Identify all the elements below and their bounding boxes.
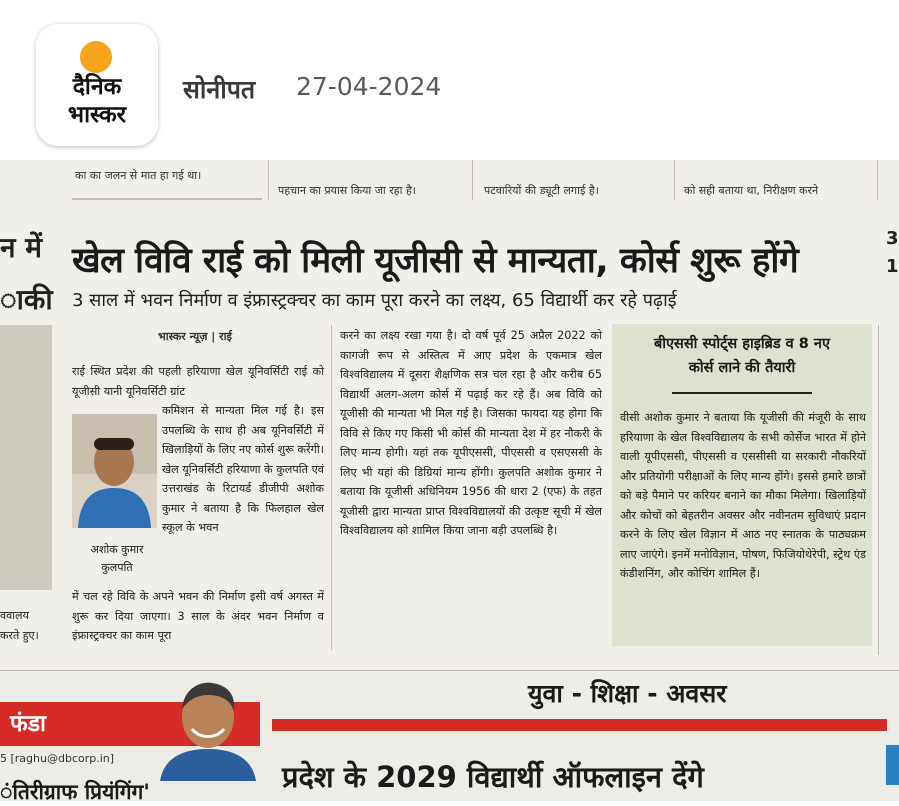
cut-heading: ाकी	[0, 283, 53, 316]
caption-name: अशोक कुमार	[90, 543, 144, 556]
author-email: 5 [raghu@dbcorp.in]	[0, 752, 115, 765]
top-snippet: का का जलन से मात हा गई था।	[75, 169, 202, 182]
cut-heading: 1	[886, 256, 899, 277]
logo-text-line1: दैनिक	[72, 74, 122, 100]
sidebar-box-title-line1: बीएससी स्पोर्ट्स हाइब्रिड व 8 नए	[654, 336, 830, 352]
divider	[268, 160, 269, 200]
cut-heading: न में	[0, 231, 43, 264]
cut-caption: ववालय	[0, 609, 29, 622]
red-rule	[272, 719, 887, 731]
article-column-1-end: में चल रहे विवि के अपने भवन की निर्माण इसी वर्ष अगस्त में शुरू कर दिया जाएगा। 3 साल के अंदर भवन निर्माण व इंफ्रास्ट्रक्चर का काम पूरा	[72, 590, 324, 642]
cut-caption: करते हुए।	[0, 629, 39, 642]
top-snippet: को सही बताया था, निरीक्षण करने	[684, 184, 819, 197]
article-column-1-intro: राई स्थित प्रदेश की पहली हरियाणा खेल यूनिवर्सिटी राई को यूजीसी यानी यूनिवर्सिटी ग्रांट	[72, 365, 324, 398]
divider	[331, 325, 332, 650]
bottom-left-headline: ंतिरीग्राफ प्रियंगिंग'	[0, 780, 150, 804]
portrait-photo	[72, 414, 157, 528]
article-column-2: करने का लक्ष्य रखा गया है। दो वर्ष पूर्व 25 अप्रैल 2022 को कागजी रूप से अस्तित्व में आए प्रदेश के एकमात्र खेल विश्वविद्यालय में दूसरा शैक्षणिक सत्र चल रहा है और करीब 65 विद्यार्थी अलग-अलग कोर्स में पढ़ाई कर रहे हैं। अब विवि को यूजीसी की मान्यता भी मिल गई है। जिसका फायदा यह होगा कि विवि से किए गए किसी भी कोर्स की मान्यता देश में हर नौकरी के लिए मान्य होगी। यहां तक यूपीएससी, पीएससी व एसएससी के लिए भी यहां की डिग्रियां मान्य होंगी। कुलपति अशोक कुमार ने बताया कि यूजीसी अधिनियम 1956 की धारा 2 (एफ) के तहत यूजीसी द्वारा मान्यता प्राप्त विश्वविद्यालयों की उत्कृष्ट सूची में खेल विश्वविद्यालय को शामिल किया जाना बड़ी उपलब्धि है।	[340, 329, 602, 537]
cut-blue-block	[886, 745, 899, 785]
divider	[472, 160, 473, 200]
divider	[878, 325, 879, 655]
sidebar-box-title-line2: कोर्स लाने की तैयारी	[688, 360, 796, 376]
sidebar-box-text: वीसी अशोक कुमार ने बताया कि यूजीसी की मंजूरी के साथ हरियाणा के खेल विश्वविद्यालय के सभी कोर्सेज भारत में होने वाली यूपीएससी, पीएससी व एससीसी या सरकारी नौकरियों और प्रतियोगी परीक्षाओं के लिए मान्य होंगे। इससे हमारे छात्रों को बड़े पैमाने पर करियर बनाने का मौका मिलेगा। खिलाड़ियों और कोचों को बेहतरीन अवसर और नवीनतम सुविधाएं प्रदान करने के लिए खेल विज्ञान में आठ नए स्नातक के पाठ्यक्रम लाए जाएंगे। इनमें मनोविज्ञान, पोषण, फिजियोथेरेपी, स्ट्रेथ एंड कंडीशनिंग, और कोचिंग शामिल हैं।	[620, 411, 866, 580]
divider	[877, 160, 878, 200]
section-title: युवा - शिक्षा - अवसर	[528, 679, 727, 708]
article-column-1-wrap: कमिशन से मान्यता मिल गई है। इस उपलब्धि के साथ ही अब यूनिवर्सिटी में खिलाड़ियों के लिए नए कोर्स शुरू करेंगी। खेल यूनिवर्सिटी हरियाणा के कुलपति एवं उत्तराखंड के रिटायर्ड डीजीपी अशोक कुमार ने बताया है कि फिलहाल खेल स्कूल के भवन	[162, 404, 324, 534]
article-headline: खेल विवि राई को मिली यूजीसी से मान्यता, कोर्स शुरू होंगे	[72, 241, 799, 281]
sun-icon	[80, 41, 112, 73]
columnist-photo	[156, 671, 258, 781]
column-tag-text: फंडा	[10, 711, 46, 737]
cut-photo	[0, 325, 52, 590]
top-snippet: पहचान का प्रयास किया जा रहा है।	[278, 184, 416, 197]
divider	[72, 198, 262, 200]
edition-date: 27-04-2024	[296, 72, 442, 101]
edition-city: सोनीपत	[183, 75, 256, 104]
photo-caption	[72, 541, 162, 577]
top-snippet: पटवारियों की ड्यूटी लगाई है।	[484, 184, 599, 197]
logo-text-line2: भास्कर	[67, 102, 127, 128]
divider	[674, 160, 675, 200]
dainik-bhaskar-logo	[36, 24, 158, 146]
sidebar-box	[612, 324, 872, 646]
divider	[0, 670, 899, 671]
divider	[672, 392, 812, 394]
caption-title: कुलपति	[101, 561, 133, 574]
bottom-headline: प्रदेश के 2029 विद्यार्थी ऑफलाइन देंगे	[282, 760, 704, 794]
cut-heading: 3	[886, 228, 899, 249]
article-subheadline: 3 साल में भवन निर्माण व इंफ्रास्ट्रक्चर का काम पूरा करने का लक्ष्य, 65 विद्यार्थी कर रहे पढ़ाई	[72, 290, 677, 311]
byline: भास्कर न्यूज़ | राई	[158, 330, 232, 343]
sidebar-box-title	[612, 332, 872, 380]
